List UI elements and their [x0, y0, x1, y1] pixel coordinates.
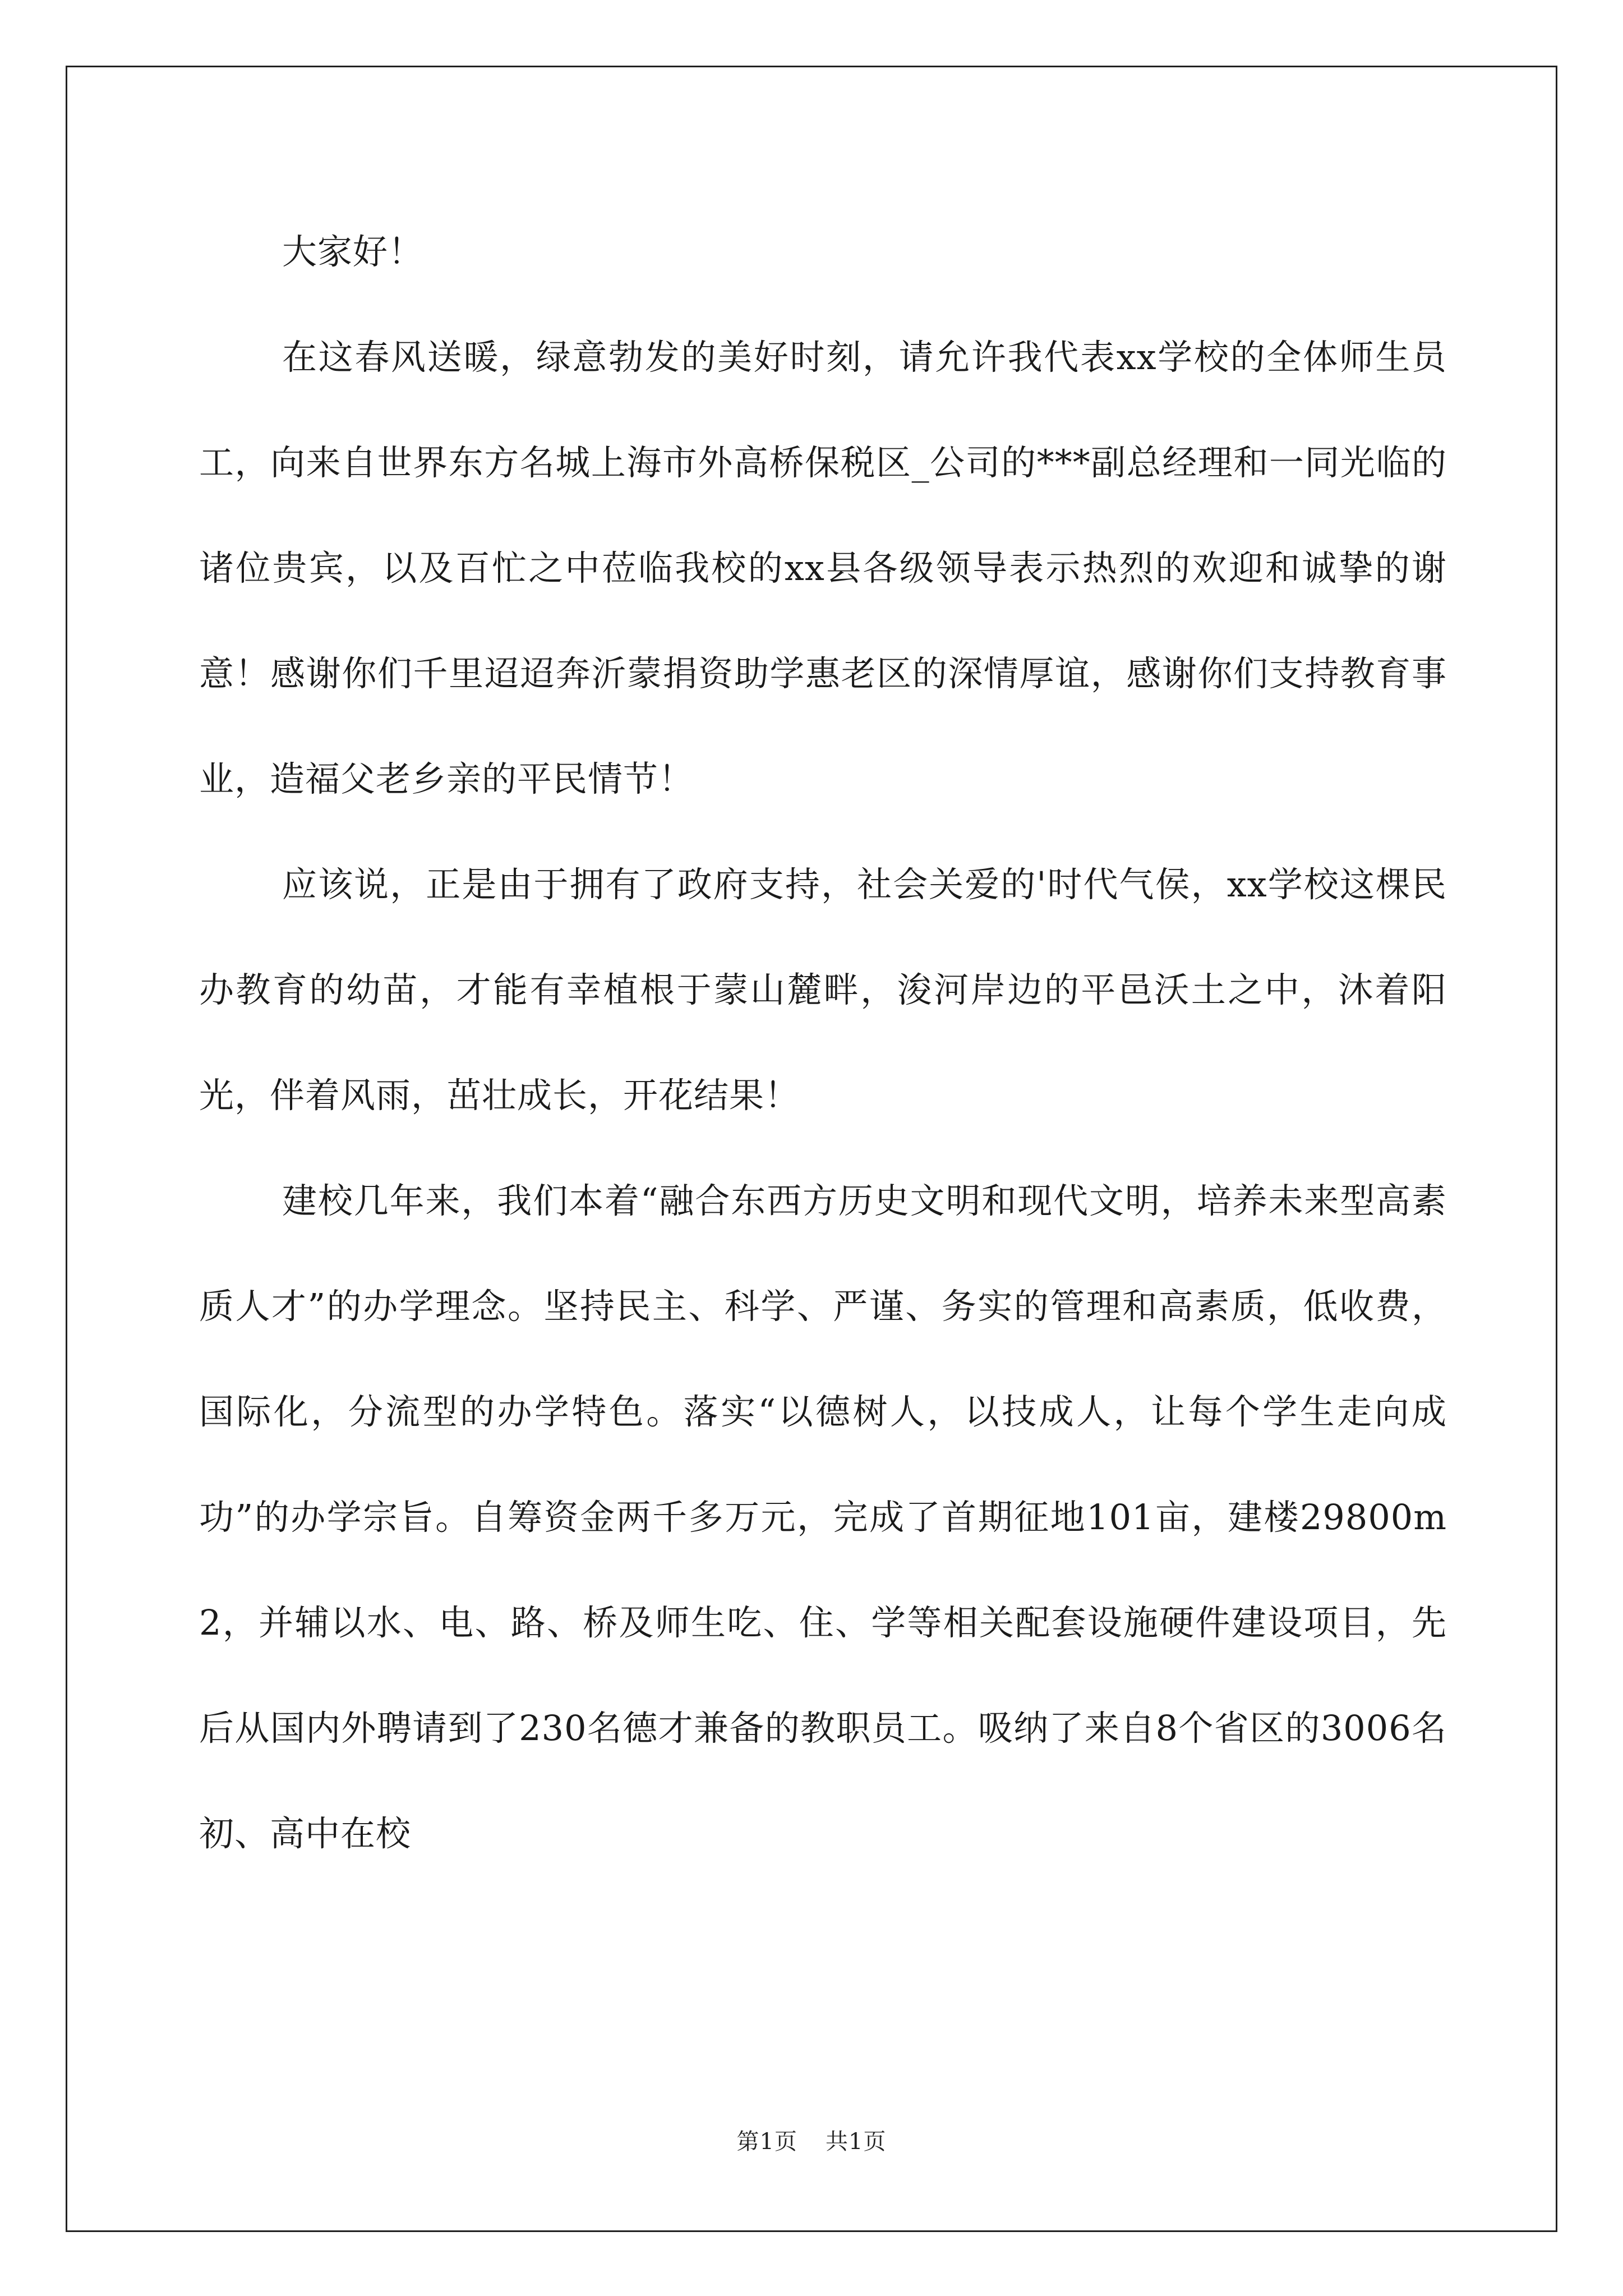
paragraph-greeting: 大家好！: [282, 231, 424, 272]
paragraph-support: 应该说，正是由于拥有了政府支持，社会关爱的'时代气侯，xx学校这棵民办教育的幼苗，才能有幸植根于蒙山麓畔，浚河岸边的平邑沃土之中，沐着阳光，伴着风雨，茁壮成长，开花结果！: [199, 864, 1447, 1116]
paragraph-history: 建校几年来，我们本着“融合东西方历史文明和现代文明，培养未来型高素质人才”的办学理念。坚持民主、科学、严谨、务实的管理和高素质，低收费，国际化，分流型的办学特色。落实“以德树人，以技成人，让每个学生走向成功”的办学宗旨。自筹资金两千多万元，完成了首期征地101亩，建楼29800m2，并辅以水、电、路、桥及师生吃、住、学等相关配套设施硬件建设项目，先后从国内外聘请到了230名德才兼备的教职员工。吸纳了来自8个省区的3006名初、高中在校: [199, 1180, 1447, 1854]
page-number-current: 第1页: [736, 2129, 797, 2155]
document-body: [199, 199, 1447, 1887]
page-footer: [0, 2125, 1623, 2159]
paragraph-welcome: 在这春风送暖，绿意勃发的美好时刻，请允许我代表xx学校的全体师生员工，向来自世界东方名城上海市外高桥保税区_公司的***副总经理和一同光临的诸位贵宾，以及百忙之中莅临我校的xx县各级领导表示热烈的欢迎和诚挚的谢意！感谢你们千里迢迢奔沂蒙捐资助学惠老区的深情厚谊，感谢你们支持教育事业，造福父老乡亲的平民情节！: [199, 337, 1447, 799]
page-number-total: 共1页: [826, 2129, 887, 2155]
